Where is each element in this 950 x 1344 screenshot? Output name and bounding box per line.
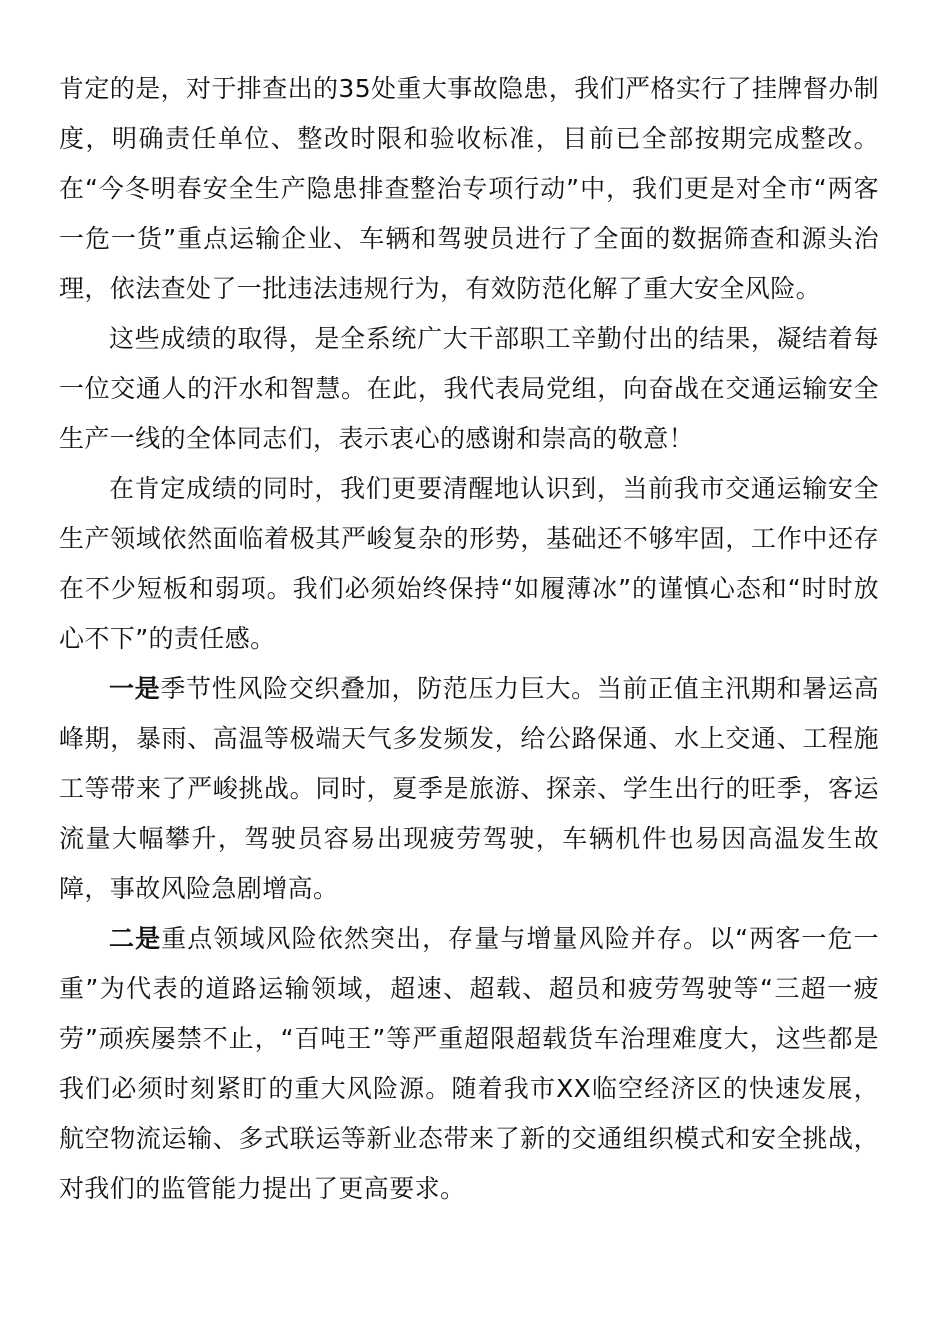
paragraph-5-lead: 二是 [109, 924, 162, 953]
paragraph-4-lead: 一是 [109, 674, 161, 703]
paragraph-2-text: 这些成绩的取得，是全系统广大干部职工辛勤付出的结果，凝结着每一位交通人的汗水和智慧。在此，我代表局党组，向奋战在交通运输安全生产一线的全体同志们，表示衷心的感谢和崇高的敬意！ [59, 324, 879, 453]
paragraph-5 [59, 914, 879, 1214]
paragraph-4-text: 季节性风险交织叠加，防范压力巨大。当前正值主汛期和暑运高峰期，暴雨、高温等极端天气多发频发，给公路保通、水上交通、工程施工等带来了严峻挑战。同时，夏季是旅游、探亲、学生出行的旺季，客运流量大幅攀升，驾驶员容易出现疲劳驾驶，车辆机件也易因高温发生故障，事故风险急剧增高。 [59, 674, 879, 903]
paragraph-1 [59, 64, 879, 314]
document-page [59, 64, 879, 1214]
paragraph-5-text: 重点领域风险依然突出，存量与增量风险并存。以“两客一危一重”为代表的道路运输领域，超速、超载、超员和疲劳驾驶等“三超一疲劳”顽疾屡禁不止，“百吨王”等严重超限超载货车治理难度大，这些都是我们必须时刻紧盯的重大风险源。随着我市XX临空经济区的快速发展，航空物流运输、多式联运等新业态带来了新的交通组织模式和安全挑战，对我们的监管能力提出了更高要求。 [59, 924, 879, 1203]
paragraph-3-text: 在肯定成绩的同时，我们更要清醒地认识到，当前我市交通运输安全生产领域依然面临着极其严峻复杂的形势，基础还不够牢固，工作中还存在不少短板和弱项。我们必须始终保持“如履薄冰”的谨慎心态和“时时放心不下”的责任感。 [59, 474, 879, 653]
paragraph-4 [59, 664, 879, 914]
paragraph-3 [59, 464, 879, 664]
paragraph-2 [59, 314, 879, 464]
paragraph-1-text: 肯定的是，对于排查出的35处重大事故隐患，我们严格实行了挂牌督办制度，明确责任单位、整改时限和验收标准，目前已全部按期完成整改。在“今冬明春安全生产隐患排查整治专项行动”中，我们更是对全市“两客一危一货”重点运输企业、车辆和驾驶员进行了全面的数据筛查和源头治理，依法查处了一批违法违规行为，有效防范化解了重大安全风险。 [59, 74, 880, 303]
